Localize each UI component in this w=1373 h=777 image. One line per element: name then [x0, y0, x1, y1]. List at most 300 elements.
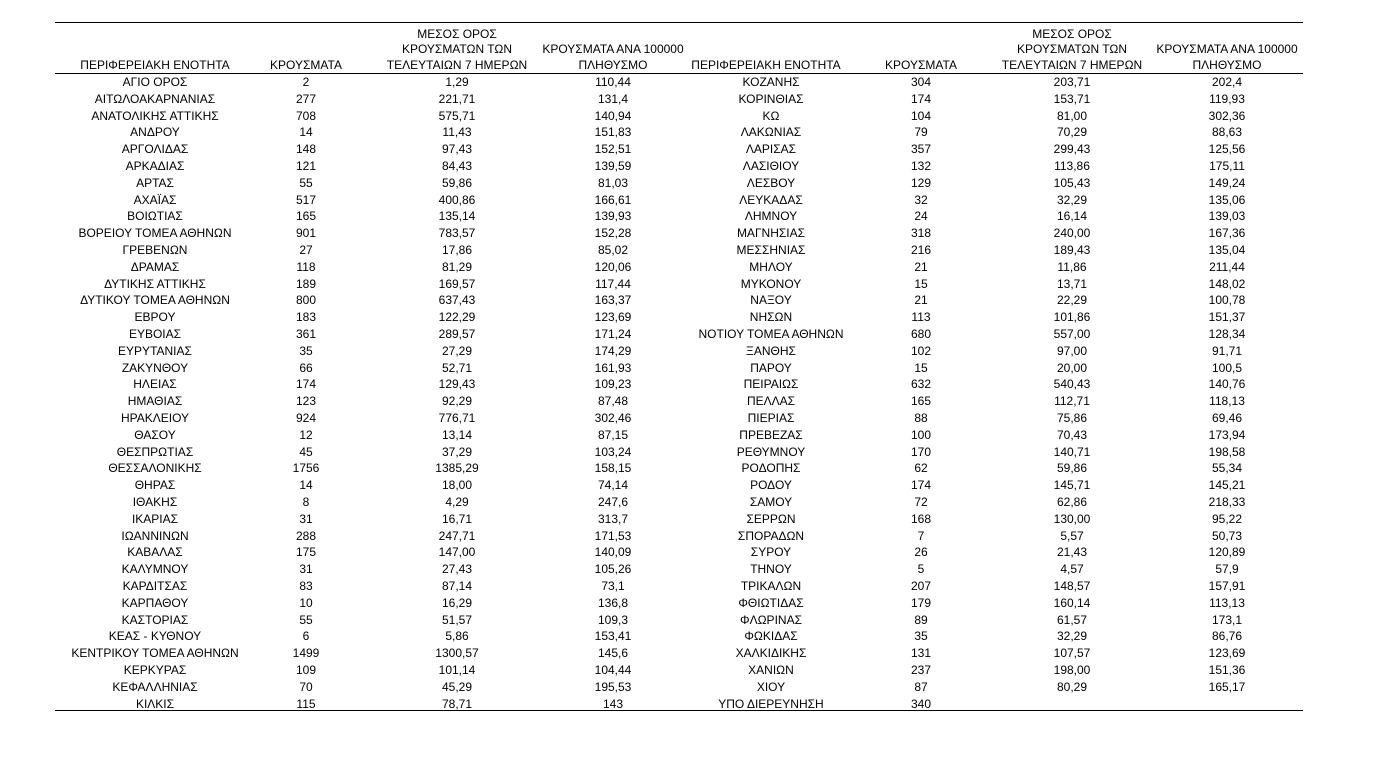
cases-cell: 131	[910, 646, 932, 661]
table-row	[55, 326, 679, 343]
per100k-cell: 165,17	[1208, 679, 1246, 694]
avg7-cell: 783,57	[438, 226, 476, 241]
table-row	[679, 276, 1303, 293]
header-cases-text: ΚΡΟΥΣΜΑΤΑ	[270, 57, 342, 72]
cases-cell: 237	[910, 663, 932, 677]
cases-cell: 88	[914, 411, 928, 425]
per100k-cell: 153,41	[594, 629, 632, 644]
cases-cell: 174	[295, 377, 317, 392]
avg7-cell: 84,43	[441, 159, 473, 173]
region-cell: ΦΛΩΡΙΝΑΣ	[740, 612, 802, 627]
region-cell: ΚΟΡΙΝΘΙΑΣ	[738, 91, 804, 106]
header-avg7-line1: ΜΕΣΟΣ ΟΡΟΣ	[1032, 26, 1112, 41]
cases-cell: 115	[296, 696, 316, 711]
region-cell: ΙΘΑΚΗΣ	[132, 495, 178, 509]
table-row	[55, 158, 679, 175]
cases-cell: 102	[910, 343, 932, 358]
cases-cell: 24	[914, 209, 928, 224]
avg7-cell: 400,86	[438, 192, 476, 207]
table-row	[679, 628, 1303, 645]
per100k-cell: 135,04	[1208, 243, 1246, 257]
table-row	[55, 494, 679, 511]
cases-cell: 168	[910, 511, 932, 526]
table-row	[679, 141, 1303, 158]
table-row	[679, 192, 1303, 209]
cases-cell: 6	[302, 629, 310, 644]
table-row	[55, 242, 679, 259]
per100k-cell: 173,94	[1208, 427, 1246, 442]
cases-cell: 129	[910, 175, 932, 190]
per100k-cell: 55,34	[1211, 461, 1243, 476]
region-cell: ΜΥΚΟΝΟΥ	[740, 276, 802, 291]
cases-cell: 27	[299, 243, 313, 257]
avg7-cell: 101,86	[1053, 310, 1091, 325]
table-row	[55, 192, 679, 209]
avg7-cell: 21,43	[1056, 545, 1088, 560]
avg7-cell: 575,71	[438, 108, 476, 123]
region-cell: ΓΡΕΒΕΝΩΝ	[122, 243, 188, 257]
region-cell: ΚΑΛΥΜΝΟΥ	[121, 562, 189, 577]
table-row	[679, 343, 1303, 360]
table-row	[55, 141, 679, 158]
header-avg7-line2: ΚΡΟΥΣΜΑΤΩΝ ΤΩΝ	[401, 42, 513, 56]
per100k-cell: 152,51	[594, 142, 632, 157]
header-region-text: ΠΕΡΙΦΕΡΕΙΑΚΗ ΕΝΟΤΗΤΑ	[80, 57, 230, 72]
per100k-cell: 145,6	[597, 646, 629, 661]
region-cell: ΛΗΜΝΟΥ	[744, 209, 798, 224]
region-cell: ΠΕΙΡΑΙΩΣ	[743, 377, 799, 392]
region-cell: ΚΕΑΣ - ΚΥΘΝΟΥ	[108, 629, 202, 644]
cases-cell: 10	[299, 595, 313, 610]
avg7-cell: 5,86	[445, 629, 469, 644]
region-cell: ΙΚΑΡΙΑΣ	[131, 511, 179, 526]
per100k-cell: 120,06	[594, 259, 632, 274]
region-cell: ΧΑΛΚΙΔΙΚΗΣ	[735, 646, 807, 661]
avg7-cell: 1300,57	[435, 646, 479, 661]
region-cell: ΥΠΟ ΔΙΕΡΕΥΝΗΣΗ	[718, 696, 824, 711]
avg7-cell: 70,29	[1056, 125, 1088, 140]
per100k-cell: 74,14	[597, 478, 629, 493]
table-row	[55, 561, 679, 578]
cases-cell: 121	[295, 159, 317, 173]
header-cases-right	[870, 26, 972, 73]
table-row	[679, 679, 1303, 696]
avg7-cell: 92,29	[441, 394, 473, 409]
per100k-cell: 109,23	[594, 377, 632, 392]
cases-cell: 165	[910, 394, 932, 409]
avg7-cell: 153,71	[1053, 91, 1091, 106]
per100k-cell: 95,22	[1211, 511, 1243, 526]
per100k-cell: 173,1	[1211, 612, 1243, 627]
avg7-cell: 52,71	[441, 360, 473, 375]
per100k-cell: 86,76	[1211, 629, 1243, 644]
avg7-cell: 140,71	[1053, 444, 1091, 459]
per100k-cell: 302,36	[1208, 108, 1246, 123]
table-row	[679, 242, 1303, 259]
per100k-cell: 119,93	[1209, 91, 1245, 106]
region-cell: ΜΗΛΟΥ	[749, 259, 793, 274]
cases-cell: 14	[299, 478, 313, 493]
per100k-cell: 158,15	[594, 461, 632, 476]
avg7-cell: 16,29	[441, 595, 473, 610]
table-row	[679, 662, 1303, 679]
region-cell: ΙΩΑΝΝΙΝΩΝ	[121, 528, 189, 543]
per100k-cell: 302,46	[594, 411, 632, 425]
per100k-cell: 149,24	[1208, 175, 1246, 190]
per100k-cell: 151,83	[594, 125, 632, 140]
per100k-cell: 125,56	[1208, 142, 1246, 157]
per100k-cell: 104,44	[594, 663, 632, 677]
cases-cell: 113	[911, 310, 931, 325]
per100k-cell: 118,13	[1209, 394, 1245, 409]
region-cell: ΠΑΡΟΥ	[750, 360, 792, 375]
region-cell: ΑΝΔΡΟΥ	[130, 125, 180, 140]
header-region-left	[55, 26, 255, 73]
cases-cell: 14	[299, 125, 313, 140]
avg7-cell: 247,71	[438, 528, 476, 543]
per100k-cell: 174,29	[594, 343, 632, 358]
region-cell: ΚΟΖΑΝΗΣ	[742, 75, 800, 89]
table-row	[679, 74, 1303, 91]
region-cell: ΑΓΙΟ ΟΡΟΣ	[122, 75, 188, 89]
table-row	[55, 343, 679, 360]
region-cell: ΑΧΑΪΑΣ	[133, 192, 177, 207]
per100k-cell: 105,26	[594, 562, 632, 577]
cases-cell: 55	[299, 175, 313, 190]
table-row	[679, 158, 1303, 175]
table-row	[679, 292, 1303, 309]
region-cell: ΡΕΘΥΜΝΟΥ	[736, 444, 806, 459]
avg7-cell: 203,71	[1053, 75, 1091, 89]
per100k-cell: 57,9	[1215, 562, 1239, 577]
avg7-cell: 4,29	[445, 495, 469, 509]
avg7-cell: 129,43	[438, 377, 476, 392]
region-cell: ΜΑΓΝΗΣΙΑΣ	[736, 226, 806, 241]
table-row	[55, 225, 679, 242]
per100k-cell: 136,8	[597, 595, 629, 610]
avg7-cell: 5,57	[1060, 528, 1084, 543]
table-row	[55, 578, 679, 595]
cases-cell: 15	[914, 276, 928, 291]
region-cell: ΚΩ	[762, 108, 780, 123]
avg7-cell: 81,00	[1056, 108, 1088, 123]
region-cell: ΚΑΣΤΟΡΙΑΣ	[121, 612, 189, 627]
table-row	[55, 645, 679, 662]
region-cell: ΡΟΔΟΠΗΣ	[741, 461, 801, 476]
table-row	[55, 376, 679, 393]
header-avg7-line2: ΚΡΟΥΣΜΑΤΩΝ ΤΩΝ	[1016, 42, 1128, 56]
per100k-cell: 123,69	[594, 310, 632, 325]
cases-cell: 15	[914, 360, 928, 375]
table-row	[55, 393, 679, 410]
region-cell: ΧΙΟΥ	[756, 679, 786, 694]
header-per100k-left	[533, 26, 693, 73]
cases-cell: 132	[910, 159, 932, 173]
table-bottom-border	[55, 710, 1303, 711]
region-cell: ΞΑΝΘΗΣ	[746, 343, 796, 358]
cases-cell: 170	[910, 444, 932, 459]
region-cell: ΣΕΡΡΩΝ	[746, 511, 796, 526]
header-region-right	[680, 26, 852, 73]
per100k-cell: 140,94	[594, 108, 632, 123]
table-row	[679, 477, 1303, 494]
avg7-cell: 130,00	[1053, 511, 1091, 526]
region-cell: ΣΥΡΟΥ	[750, 545, 792, 560]
cases-cell: 361	[295, 327, 317, 341]
region-cell: ΕΥΒΟΙΑΣ	[128, 327, 182, 341]
region-cell: ΛΑΚΩΝΙΑΣ	[740, 125, 802, 140]
table-row	[679, 410, 1303, 427]
avg7-cell: 112,71	[1054, 394, 1090, 409]
per100k-cell: 87,15	[597, 427, 629, 442]
avg7-cell: 4,57	[1060, 562, 1084, 577]
region-cell: ΝΑΞΟΥ	[750, 293, 792, 308]
region-cell: ΚΕΦΑΛΛΗΝΙΑΣ	[112, 679, 198, 694]
region-cell: ΛΕΥΚΑΔΑΣ	[739, 192, 803, 207]
cases-cell: 2	[302, 75, 310, 89]
avg7-cell: 11,43	[442, 125, 472, 140]
region-cell: ΝΗΣΩΝ	[749, 310, 793, 325]
per100k-cell: 163,37	[594, 293, 632, 308]
table-row	[679, 309, 1303, 326]
cases-cell: 1499	[292, 646, 320, 661]
region-cell: ΚΕΝΤΡΙΚΟΥ ΤΟΜΕΑ ΑΘΗΝΩΝ	[71, 646, 239, 661]
header-avg7-line3: ΤΕΛΕΥΤΑΙΩΝ 7 ΗΜΕΡΩΝ	[386, 57, 528, 72]
region-cell: ΚΕΡΚΥΡΑΣ	[123, 663, 187, 677]
table-row	[55, 460, 679, 477]
avg7-cell: 105,43	[1053, 175, 1091, 190]
table-row	[679, 208, 1303, 225]
avg7-cell: 51,57	[441, 612, 473, 627]
avg7-cell: 37,29	[441, 444, 473, 459]
cases-cell: 5	[917, 562, 925, 577]
per100k-cell: 87,48	[597, 394, 629, 409]
avg7-cell: 97,00	[1056, 343, 1088, 358]
per100k-cell: 157,91	[1208, 579, 1246, 593]
table-row	[679, 91, 1303, 108]
avg7-cell: 189,43	[1053, 243, 1091, 257]
region-cell: ΑΝΑΤΟΛΙΚΗΣ ΑΤΤΙΚΗΣ	[91, 108, 219, 123]
avg7-cell: 81,29	[441, 259, 473, 274]
cases-cell: 189	[295, 276, 317, 291]
per100k-cell: 151,37	[1208, 310, 1246, 325]
cases-cell: 89	[914, 612, 928, 627]
region-cell: ΛΕΣΒΟΥ	[746, 175, 796, 190]
per100k-cell: 171,53	[594, 528, 632, 543]
cases-cell: 21	[914, 259, 928, 274]
cases-cell: 175	[295, 545, 317, 560]
header-cases-left	[255, 26, 357, 73]
table-row	[679, 259, 1303, 276]
table-row	[679, 544, 1303, 561]
table-row	[679, 561, 1303, 578]
cases-cell: 288	[295, 528, 317, 543]
region-cell: ΕΒΡΟΥ	[134, 310, 176, 325]
table-row	[55, 544, 679, 561]
cases-cell: 31	[299, 562, 313, 577]
per100k-cell: 103,24	[594, 444, 632, 459]
table-row	[679, 578, 1303, 595]
cases-cell: 183	[295, 310, 317, 325]
per100k-cell: 123,69	[1208, 646, 1246, 661]
cases-cell: 680	[910, 327, 932, 341]
avg7-cell: 148,57	[1053, 579, 1091, 593]
region-cell: ΡΟΔΟΥ	[750, 478, 792, 493]
per100k-cell: 161,93	[594, 360, 632, 375]
per100k-cell: 166,61	[594, 192, 632, 207]
avg7-cell: 107,57	[1053, 646, 1091, 661]
region-cell: ΗΜΑΘΙΑΣ	[127, 394, 183, 409]
cases-cell: 31	[299, 511, 313, 526]
table-row	[55, 208, 679, 225]
region-cell: ΘΗΡΑΣ	[134, 478, 176, 493]
avg7-cell: 1385,29	[435, 461, 479, 476]
avg7-cell: 113,86	[1054, 159, 1090, 173]
cases-cell: 165	[295, 209, 317, 224]
per100k-cell: 131,4	[597, 91, 629, 106]
table-row	[679, 511, 1303, 528]
avg7-cell: 11,86	[1057, 259, 1087, 274]
table-row	[679, 393, 1303, 410]
avg7-cell: 20,00	[1056, 360, 1088, 375]
avg7-cell: 160,14	[1053, 595, 1091, 610]
region-cell: ΒΟΙΩΤΙΑΣ	[127, 209, 183, 224]
region-cell: ΑΡΚΑΔΙΑΣ	[125, 159, 185, 173]
region-cell: ΠΙΕΡΙΑΣ	[747, 411, 795, 425]
per100k-cell: 139,03	[1208, 209, 1246, 224]
table-row	[679, 444, 1303, 461]
per100k-cell: 81,03	[597, 175, 629, 190]
table-row	[55, 74, 679, 91]
table-row	[55, 124, 679, 141]
table-row	[55, 91, 679, 108]
region-cell: ΘΕΣΣΑΛΟΝΙΚΗΣ	[108, 461, 202, 476]
per100k-cell: 195,53	[594, 679, 632, 694]
region-cell: ΚΑΡΔΙΤΣΑΣ	[122, 579, 188, 593]
avg7-cell: 45,29	[441, 679, 473, 694]
region-cell: ΣΠΟΡΑΔΩΝ	[737, 528, 805, 543]
per100k-cell: 167,36	[1208, 226, 1246, 241]
avg7-cell: 221,71	[438, 91, 476, 106]
cases-cell: 83	[299, 579, 313, 593]
header-per100k-line1: ΚΡΟΥΣΜΑΤΑ ΑΝΑ 100000	[542, 42, 684, 56]
avg7-cell: 299,43	[1053, 142, 1091, 157]
header-avg7-left	[367, 26, 547, 73]
cases-cell: 104	[910, 108, 932, 123]
cases-cell: 318	[910, 226, 932, 241]
avg7-cell: 169,57	[438, 276, 476, 291]
avg7-cell: 145,71	[1053, 478, 1091, 493]
region-cell: ΚΙΛΚΙΣ	[135, 696, 175, 711]
cases-cell: 35	[299, 343, 313, 358]
per100k-cell: 50,73	[1211, 528, 1243, 543]
cases-cell: 12	[299, 427, 313, 442]
region-cell: ΒΟΡΕΙΟΥ ΤΟΜΕΑ ΑΘΗΝΩΝ	[78, 226, 232, 241]
table-row	[55, 612, 679, 629]
header-avg7-line1: ΜΕΣΟΣ ΟΡΟΣ	[417, 26, 497, 41]
header-avg7-right	[982, 26, 1162, 73]
per100k-cell: 120,89	[1208, 545, 1246, 560]
table-row	[55, 276, 679, 293]
avg7-cell: 776,71	[438, 411, 476, 425]
cases-cell: 35	[914, 629, 928, 644]
per100k-cell: 148,02	[1208, 276, 1246, 291]
avg7-cell: 101,14	[438, 663, 476, 677]
header-per100k-right	[1146, 26, 1308, 73]
table-row	[55, 410, 679, 427]
region-cell: ΤΡΙΚΑΛΩΝ	[740, 579, 802, 593]
table-row	[679, 124, 1303, 141]
cases-cell: 632	[910, 377, 932, 392]
table-row	[55, 292, 679, 309]
avg7-cell: 13,14	[441, 427, 473, 442]
region-cell: ΜΕΣΣΗΝΙΑΣ	[736, 243, 806, 257]
region-cell: ΤΗΝΟΥ	[750, 562, 792, 577]
avg7-cell: 16,71	[441, 511, 473, 526]
header-per100k-line1: ΚΡΟΥΣΜΑΤΑ ΑΝΑ 100000	[1156, 42, 1298, 56]
avg7-cell: 540,43	[1053, 377, 1091, 392]
region-cell: ΦΩΚΙΔΑΣ	[744, 629, 798, 644]
cases-cell: 8	[302, 495, 310, 509]
table-row	[679, 528, 1303, 545]
per100k-cell: 151,36	[1208, 663, 1246, 677]
per100k-cell: 198,58	[1208, 444, 1246, 459]
cases-cell: 517	[295, 192, 317, 207]
avg7-cell: 59,86	[1056, 461, 1088, 476]
cases-cell: 72	[914, 495, 928, 509]
region-cell: ΑΙΤΩΛΟΑΚΑΡΝΑΝΙΑΣ	[94, 91, 216, 106]
avg7-cell: 32,29	[1056, 629, 1088, 644]
per100k-cell: 135,06	[1208, 192, 1246, 207]
cases-cell: 800	[295, 293, 317, 308]
per100k-cell: 73,1	[601, 579, 625, 593]
avg7-cell: 59,86	[441, 175, 473, 190]
table-row	[679, 612, 1303, 629]
cases-cell: 304	[910, 75, 932, 89]
cases-cell: 216	[910, 243, 932, 257]
region-cell: ΔΥΤΙΚΗΣ ΑΤΤΙΚΗΣ	[104, 276, 206, 291]
header-per100k-line2: ΠΛΗΘΥΣΜΟ	[1192, 57, 1262, 72]
table-row	[55, 444, 679, 461]
avg7-cell: 13,71	[1056, 276, 1088, 291]
table-row	[55, 108, 679, 125]
table-row	[55, 662, 679, 679]
region-cell: ΛΑΡΙΣΑΣ	[745, 142, 797, 157]
region-cell: ΔΥΤΙΚΟΥ ΤΟΜΕΑ ΑΘΗΝΩΝ	[80, 293, 230, 308]
per100k-cell: 218,33	[1208, 495, 1246, 509]
cases-cell: 45	[299, 444, 313, 459]
avg7-cell: 16,14	[1056, 209, 1088, 224]
per100k-cell: 109,3	[597, 612, 629, 627]
cases-cell: 924	[295, 411, 317, 425]
cases-cell: 277	[295, 91, 317, 106]
cases-cell: 87	[914, 679, 928, 694]
table-row	[55, 427, 679, 444]
avg7-cell: 637,43	[438, 293, 476, 308]
header-avg7-line3: ΤΕΛΕΥΤΑΙΩΝ 7 ΗΜΕΡΩΝ	[1001, 57, 1143, 72]
region-cell: ΑΡΓΟΛΙΔΑΣ	[121, 142, 189, 157]
region-cell: ΠΕΛΛΑΣ	[746, 394, 796, 409]
avg7-cell: 70,43	[1056, 427, 1088, 442]
table-row	[55, 477, 679, 494]
avg7-cell: 61,57	[1056, 612, 1088, 627]
avg7-cell: 198,00	[1053, 663, 1091, 677]
table-row	[55, 309, 679, 326]
avg7-cell: 18,00	[441, 478, 473, 493]
region-cell: ΑΡΤΑΣ	[136, 175, 174, 190]
avg7-cell: 75,86	[1056, 411, 1088, 425]
region-cell: ΚΑΒΑΛΑΣ	[127, 545, 183, 560]
